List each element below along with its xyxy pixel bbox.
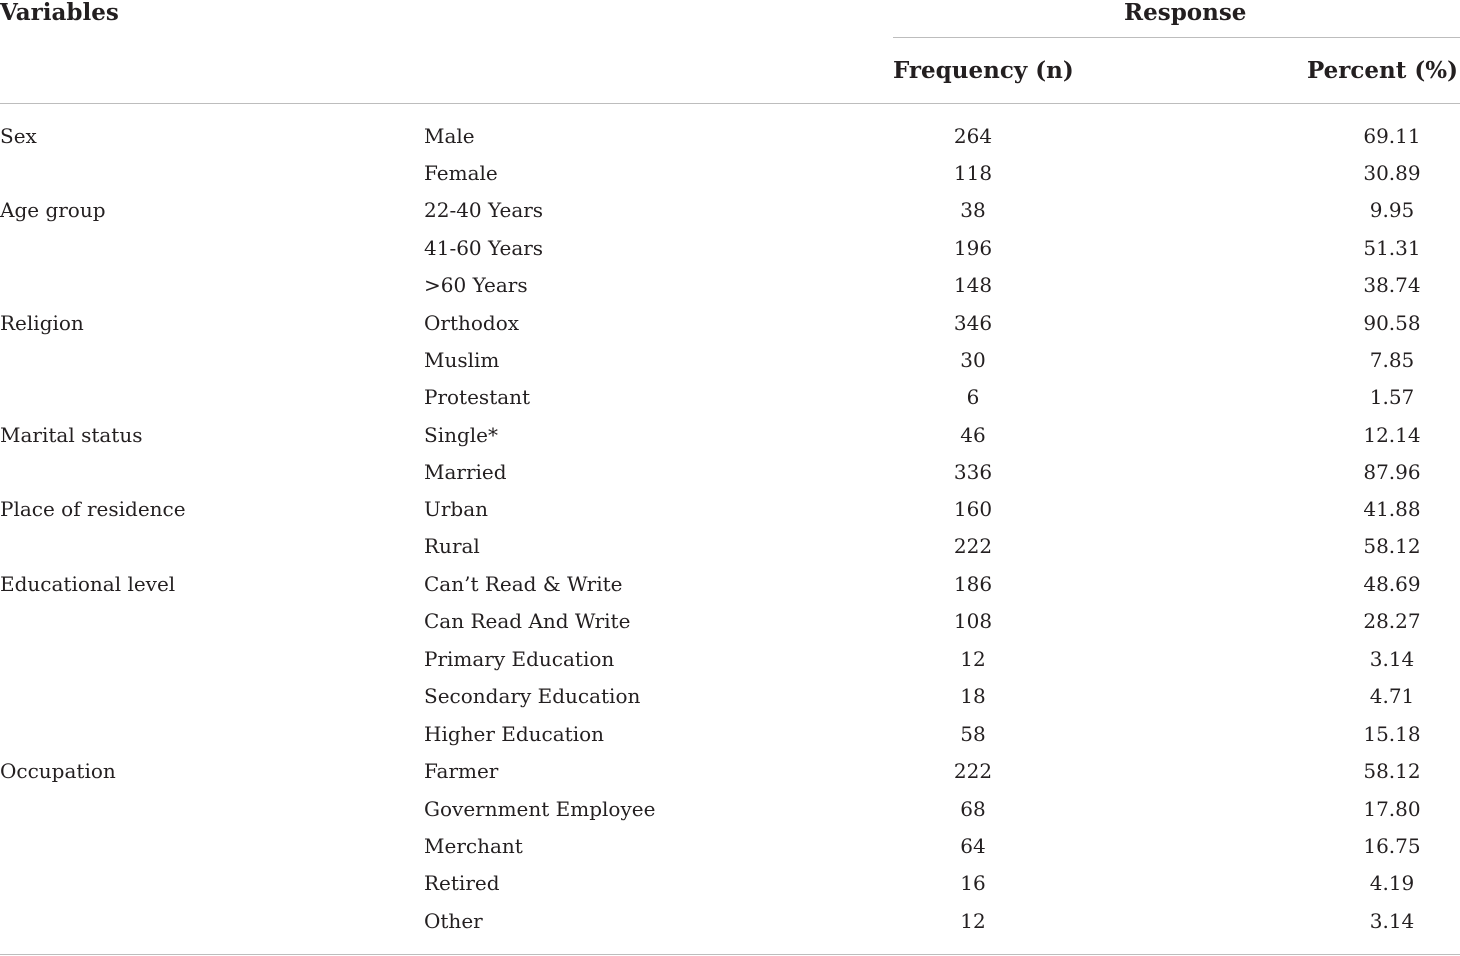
category-cell: 22-40 Years xyxy=(424,198,544,222)
percent-cell: 1.57 xyxy=(1369,385,1415,409)
category-cell: Single* xyxy=(424,423,499,447)
frequency-cell: 118 xyxy=(953,161,993,185)
percent-cell: 28.27 xyxy=(1363,609,1421,633)
frequency-cell: 16 xyxy=(960,871,986,895)
percent-cell: 38.74 xyxy=(1363,273,1421,297)
table-row xyxy=(0,121,1460,151)
category-cell: Married xyxy=(424,460,507,484)
category-cell: Can’t Read & Write xyxy=(424,572,623,596)
percent-cell: 3.14 xyxy=(1369,647,1415,671)
percent-cell: 3.14 xyxy=(1369,909,1415,933)
category-cell: Female xyxy=(424,161,498,185)
table-row xyxy=(0,868,1460,898)
category-cell: Can Read And Write xyxy=(424,609,631,633)
percent-cell: 48.69 xyxy=(1363,572,1421,596)
table-row xyxy=(0,158,1460,188)
category-cell: Muslim xyxy=(424,348,500,372)
frequency-cell: 58 xyxy=(960,722,986,746)
table-row xyxy=(0,345,1460,375)
category-cell: Other xyxy=(424,909,483,933)
percent-cell: 16.75 xyxy=(1363,834,1421,858)
variable-cell: Occupation xyxy=(0,759,116,783)
table-bottom-rule xyxy=(0,954,1460,955)
frequency-cell: 222 xyxy=(953,534,993,558)
percent-cell: 9.95 xyxy=(1369,198,1415,222)
percent-cell: 4.19 xyxy=(1369,871,1415,895)
table-row xyxy=(0,569,1460,599)
frequency-cell: 186 xyxy=(953,572,993,596)
percent-cell: 17.80 xyxy=(1363,797,1421,821)
table-row xyxy=(0,233,1460,263)
table-row xyxy=(0,308,1460,338)
table-row xyxy=(0,756,1460,786)
percent-cell: 58.12 xyxy=(1363,534,1421,558)
table-row xyxy=(0,906,1460,936)
frequency-cell: 64 xyxy=(960,834,986,858)
frequency-cell: 148 xyxy=(953,273,993,297)
category-cell: Farmer xyxy=(424,759,499,783)
category-cell: Orthodox xyxy=(424,311,520,335)
table-row xyxy=(0,195,1460,225)
frequency-cell: 12 xyxy=(960,909,986,933)
table-row xyxy=(0,681,1460,711)
percent-cell: 4.71 xyxy=(1369,684,1415,708)
category-cell: Rural xyxy=(424,534,480,558)
table-row xyxy=(0,831,1460,861)
percent-cell: 90.58 xyxy=(1363,311,1421,335)
table-row xyxy=(0,719,1460,749)
table-row xyxy=(0,270,1460,300)
frequency-cell: 68 xyxy=(960,797,986,821)
frequency-cell: 18 xyxy=(960,684,986,708)
frequency-cell: 196 xyxy=(953,236,993,260)
header-response: Response xyxy=(1124,0,1247,26)
table-row xyxy=(0,494,1460,524)
percent-cell: 41.88 xyxy=(1363,497,1421,521)
percent-cell: 69.11 xyxy=(1363,124,1421,148)
category-cell: Government Employee xyxy=(424,797,656,821)
category-cell: Higher Education xyxy=(424,722,605,746)
frequency-cell: 6 xyxy=(966,385,980,409)
header-divider xyxy=(0,103,1460,104)
variable-cell: Marital status xyxy=(0,423,143,447)
response-divider xyxy=(893,37,1460,38)
frequency-cell: 264 xyxy=(953,124,993,148)
variable-cell: Religion xyxy=(0,311,84,335)
percent-cell: 87.96 xyxy=(1363,460,1421,484)
variable-cell: Sex xyxy=(0,124,37,148)
percent-cell: 30.89 xyxy=(1363,161,1421,185)
table-row xyxy=(0,382,1460,412)
table-row xyxy=(0,644,1460,674)
category-cell: Merchant xyxy=(424,834,523,858)
table-row xyxy=(0,794,1460,824)
category-cell: Secondary Education xyxy=(424,684,641,708)
category-cell: Retired xyxy=(424,871,500,895)
header-frequency: Frequency (n) xyxy=(893,57,1074,84)
percent-cell: 58.12 xyxy=(1363,759,1421,783)
frequency-cell: 336 xyxy=(953,460,993,484)
category-cell: >60 Years xyxy=(424,273,528,297)
frequency-cell: 160 xyxy=(953,497,993,521)
table-row xyxy=(0,531,1460,561)
header-variables: Variables xyxy=(0,0,119,26)
frequency-cell: 38 xyxy=(960,198,986,222)
category-cell: Urban xyxy=(424,497,489,521)
variable-cell: Educational level xyxy=(0,572,176,596)
table-row xyxy=(0,420,1460,450)
frequency-cell: 46 xyxy=(960,423,986,447)
percent-cell: 15.18 xyxy=(1363,722,1421,746)
frequency-cell: 222 xyxy=(953,759,993,783)
header-percent: Percent (%) xyxy=(1306,57,1458,84)
frequency-cell: 30 xyxy=(960,348,986,372)
variable-cell: Place of residence xyxy=(0,497,186,521)
percent-cell: 12.14 xyxy=(1363,423,1421,447)
frequency-cell: 346 xyxy=(953,311,993,335)
table-row xyxy=(0,606,1460,636)
category-cell: Primary Education xyxy=(424,647,615,671)
percent-cell: 7.85 xyxy=(1369,348,1415,372)
category-cell: Male xyxy=(424,124,475,148)
category-cell: 41-60 Years xyxy=(424,236,544,260)
percent-cell: 51.31 xyxy=(1363,236,1421,260)
table-row xyxy=(0,457,1460,487)
frequency-cell: 108 xyxy=(953,609,993,633)
category-cell: Protestant xyxy=(424,385,531,409)
frequency-cell: 12 xyxy=(960,647,986,671)
variable-cell: Age group xyxy=(0,198,106,222)
